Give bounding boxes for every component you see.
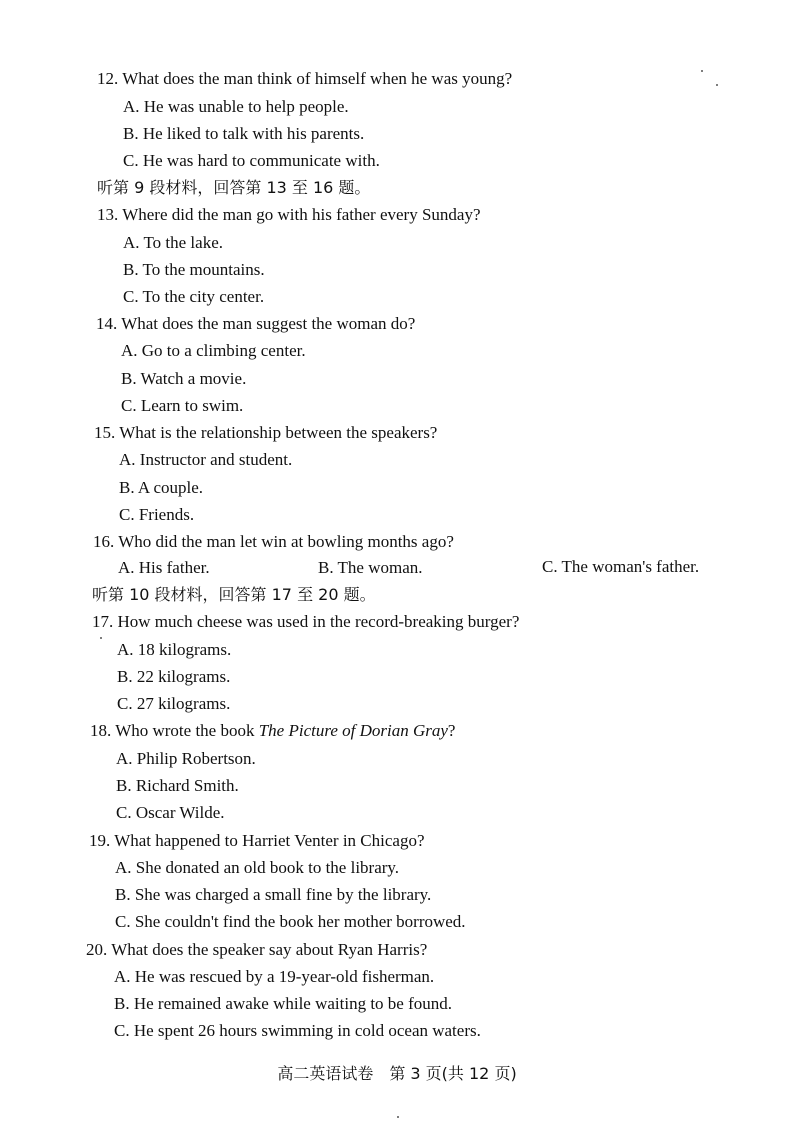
question-17-option-a: A. 18 kilograms. [117, 640, 232, 659]
section-9-instruction: 听第 9 段材料，回答第 13 至 16 题。 [97, 178, 371, 197]
scan-speck [397, 1116, 399, 1118]
section-10-instruction: 听第 10 段材料，回答第 17 至 20 题。 [92, 585, 376, 604]
question-12-option-c: C. He was hard to communicate with. [123, 151, 380, 170]
question-19-stem: 19. What happened to Harriet Venter in Chicago? [89, 831, 425, 850]
question-16-option-a: A. His father. [118, 558, 210, 577]
question-18-option-b: B. Richard Smith. [116, 776, 239, 795]
question-14-stem: 14. What does the man suggest the woman do? [96, 314, 416, 333]
question-12-stem: 12. What does the man think of himself when he was young? [97, 69, 513, 88]
question-19-option-b: B. She was charged a small fine by the library. [115, 885, 432, 904]
question-16-option-c: C. The woman's father. [542, 557, 700, 576]
question-14-option-c: C. Learn to swim. [121, 396, 244, 415]
question-14-option-b: B. Watch a movie. [121, 369, 247, 388]
page-footer: 高二英语试卷 第 3 页(共 12 页) [277, 1064, 517, 1083]
question-16-stem: 16. Who did the man let win at bowling months ago? [93, 532, 454, 551]
question-15-option-c: C. Friends. [119, 505, 195, 524]
question-17-option-b: B. 22 kilograms. [117, 667, 231, 686]
question-15-stem: 15. What is the relationship between the speakers? [94, 423, 438, 442]
question-18-stem [90, 720, 455, 742]
question-13-option-a: A. To the lake. [123, 233, 223, 252]
question-18-option-a: A. Philip Robertson. [116, 749, 256, 768]
question-20-option-a: A. He was rescued by a 19-year-old fisherman. [114, 967, 435, 986]
question-12-option-a: A. He was unable to help people. [123, 97, 349, 116]
question-13-option-b: B. To the mountains. [123, 260, 265, 279]
question-14-option-a: A. Go to a climbing center. [121, 341, 306, 360]
scan-speck [701, 70, 703, 72]
question-17-stem: 17. How much cheese was used in the record-breaking burger? [92, 612, 520, 631]
question-18-stem-suffix: ? [447, 721, 456, 740]
question-20-option-b: B. He remained awake while waiting to be found. [114, 994, 453, 1013]
question-20-option-c: C. He spent 26 hours swimming in cold ocean waters. [114, 1021, 481, 1040]
question-19-option-c: C. She couldn't find the book her mother borrowed. [115, 912, 466, 931]
question-20-stem: 20. What does the speaker say about Ryan Harris? [86, 940, 428, 959]
scan-speck [716, 84, 718, 86]
question-15-option-b: B. A couple. [119, 478, 204, 497]
book-title: The Picture of Dorian Gray [258, 721, 448, 740]
question-19-option-a: A. She donated an old book to the library. [115, 858, 400, 877]
question-17-option-c: C. 27 kilograms. [117, 694, 231, 713]
question-15-option-a: A. Instructor and student. [119, 450, 293, 469]
question-12-option-b: B. He liked to talk with his parents. [123, 124, 365, 143]
question-16-option-b: B. The woman. [318, 558, 423, 577]
question-13-option-c: C. To the city center. [123, 287, 265, 306]
question-18-option-c: C. Oscar Wilde. [116, 803, 225, 822]
question-13-stem: 13. Where did the man go with his father every Sunday? [97, 205, 481, 224]
scan-speck [100, 637, 102, 639]
question-18-stem-prefix: 18. Who wrote the book [90, 721, 259, 740]
